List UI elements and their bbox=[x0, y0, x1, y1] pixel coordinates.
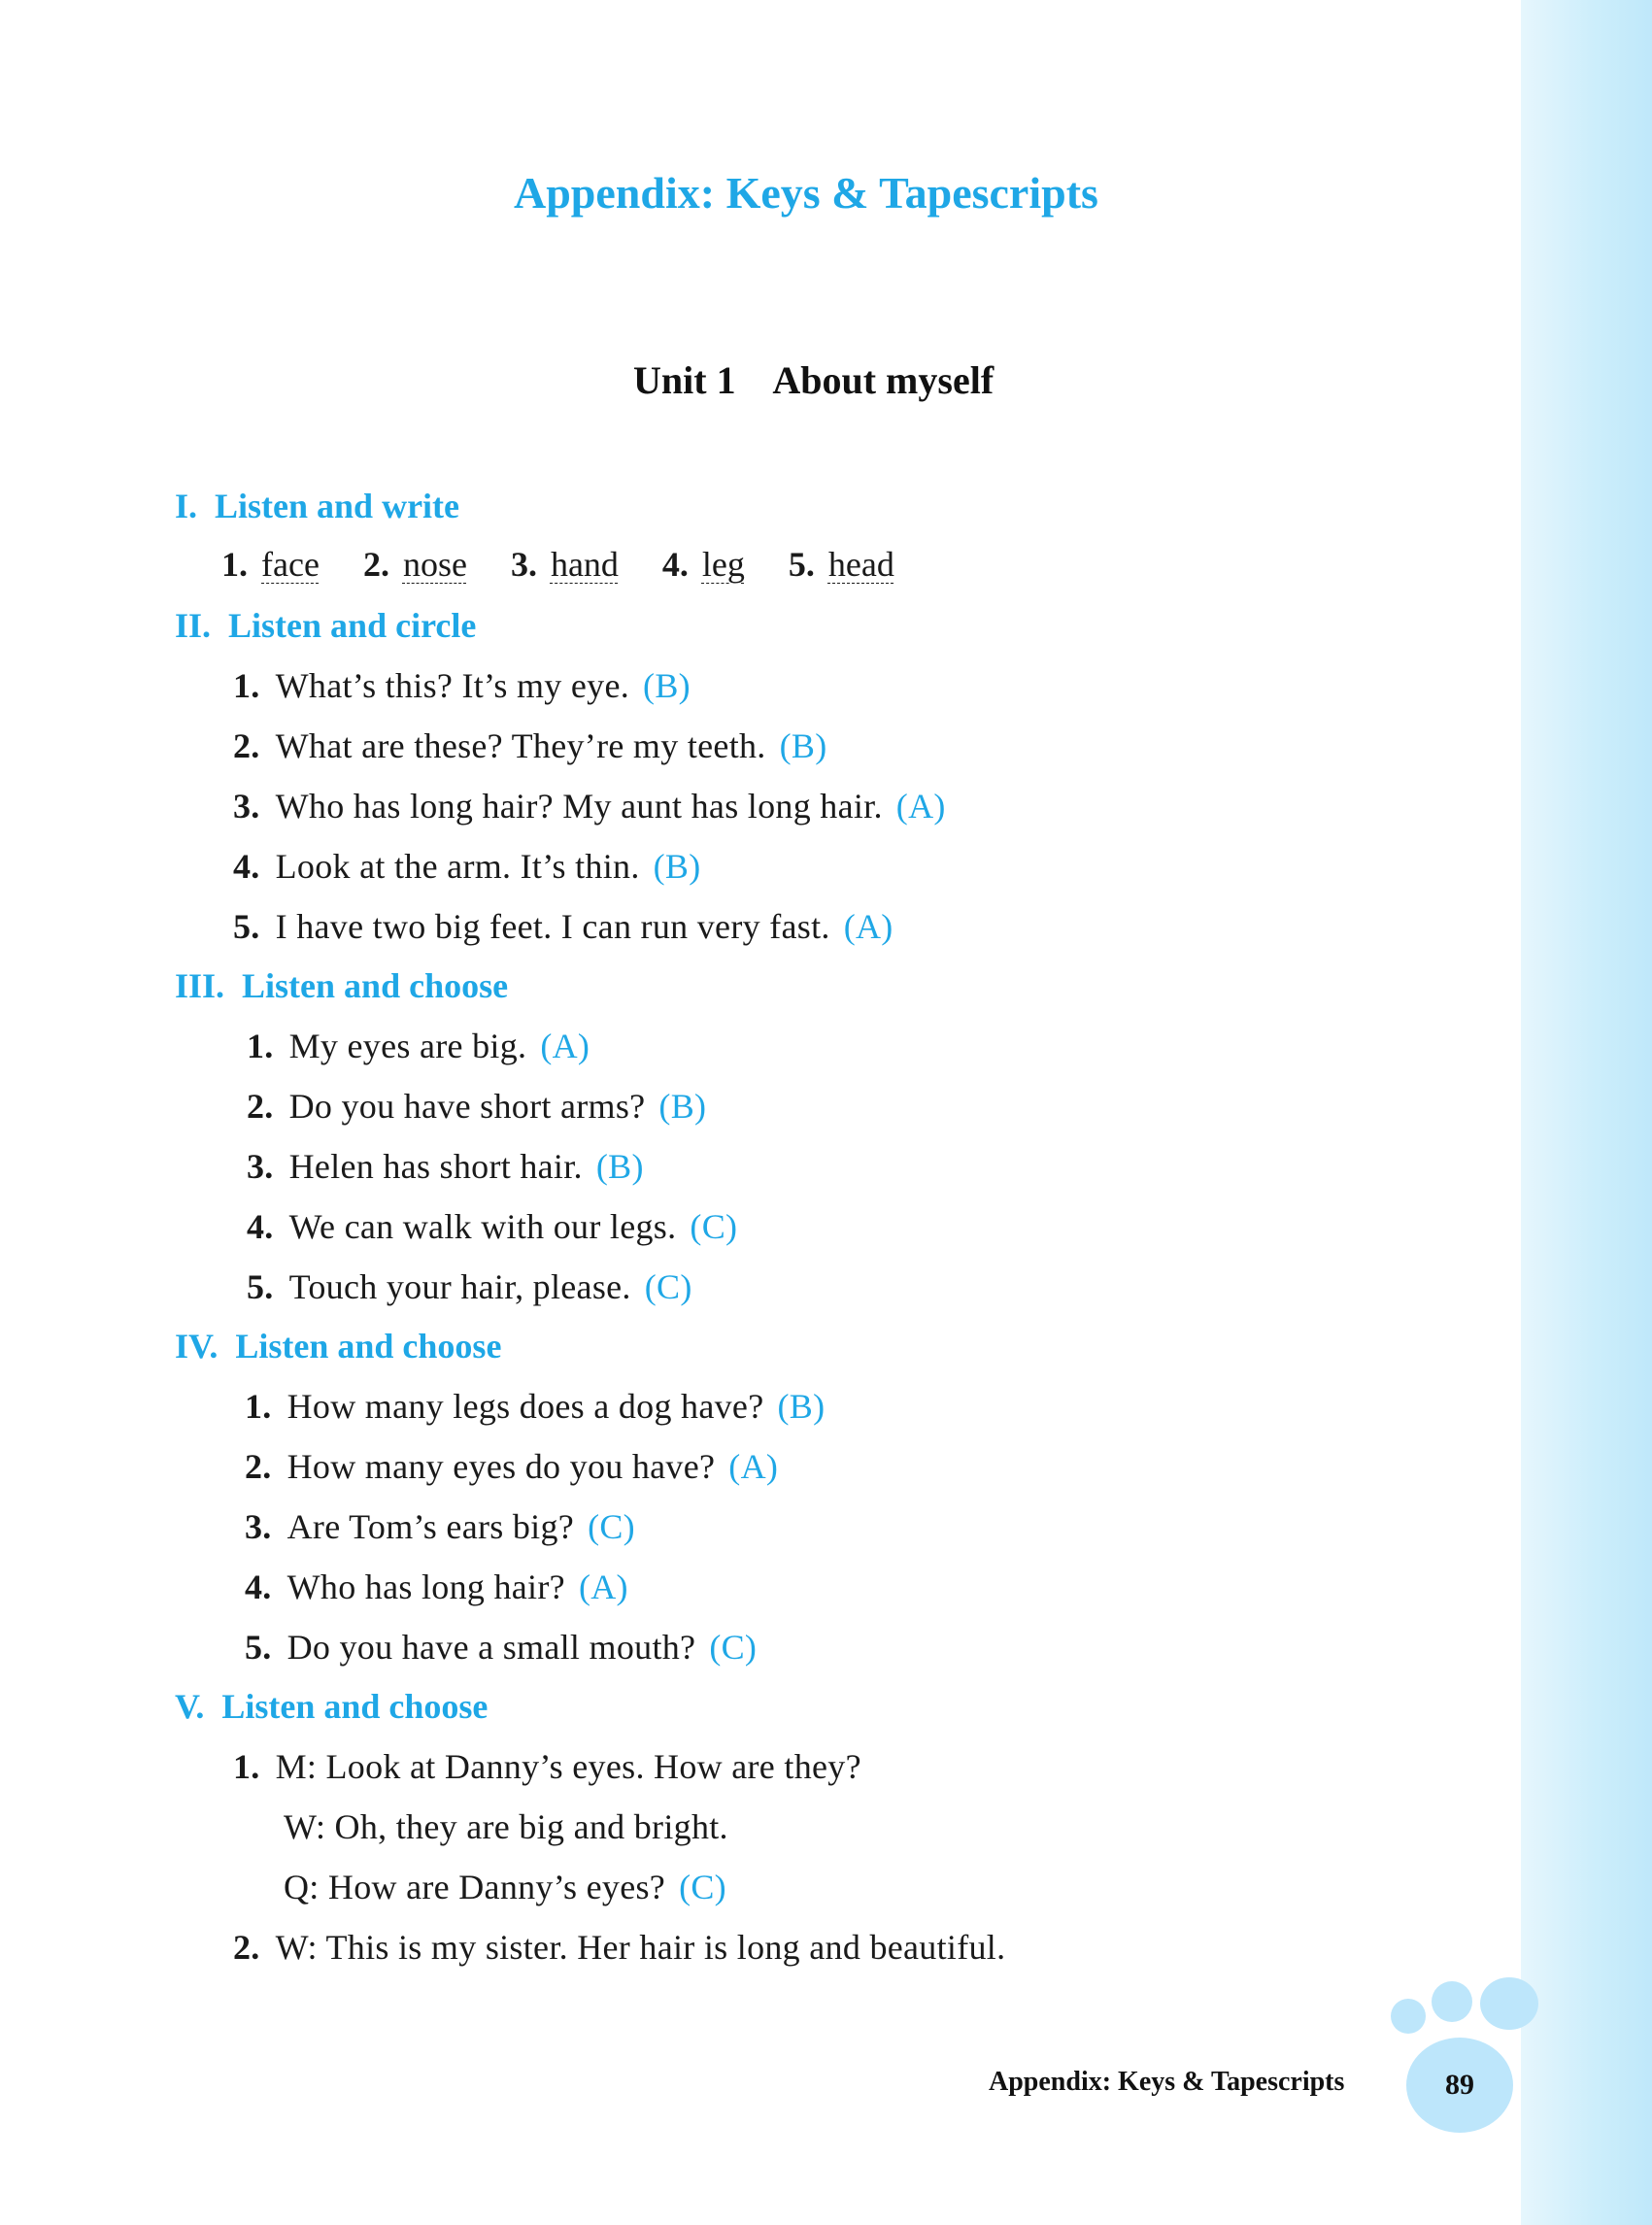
item-text: W: This is my sister. Her hair is long and beautiful. bbox=[275, 1928, 1006, 1967]
section-title: Listen and choose bbox=[242, 966, 509, 1005]
item-number: 4. bbox=[245, 1568, 272, 1606]
item-answer: (C) bbox=[588, 1507, 635, 1546]
item-answer: (A) bbox=[843, 907, 893, 946]
item-answer: (B) bbox=[595, 1147, 644, 1186]
section-title: Listen and circle bbox=[228, 606, 477, 645]
item-number: 5. bbox=[247, 1267, 274, 1306]
item-number: 1. bbox=[233, 1747, 260, 1786]
list-item bbox=[247, 1086, 706, 1127]
item-text: What are these? They’re my teeth. bbox=[275, 726, 766, 765]
item-number: 3. bbox=[247, 1147, 274, 1186]
item-answer: (B) bbox=[779, 726, 827, 765]
dialogue-line bbox=[233, 1927, 1005, 1968]
list-item bbox=[245, 1386, 825, 1427]
item-text: We can walk with our legs. bbox=[288, 1207, 677, 1246]
running-footer: Appendix: Keys & Tapescripts bbox=[989, 2067, 1345, 2097]
item-text: I have two big feet. I can run very fast. bbox=[275, 907, 830, 946]
item-number: 1. bbox=[245, 1387, 272, 1426]
answer-word: nose bbox=[402, 545, 467, 584]
item-answer: (B) bbox=[643, 666, 691, 705]
item-answer: (C) bbox=[690, 1207, 738, 1246]
list-item bbox=[247, 1266, 692, 1307]
section-number: IV. bbox=[175, 1327, 219, 1365]
word-item bbox=[363, 544, 467, 585]
section-title: Listen and choose bbox=[235, 1327, 502, 1365]
list-item bbox=[245, 1567, 628, 1607]
item-number: 5. bbox=[233, 907, 260, 946]
item-number: 3. bbox=[510, 545, 537, 584]
item-number: 4. bbox=[233, 847, 260, 886]
dialogue-line bbox=[284, 1867, 726, 1907]
item-answer: (B) bbox=[658, 1087, 707, 1126]
list-item bbox=[233, 725, 827, 766]
paw-toe-icon bbox=[1391, 1999, 1426, 2034]
item-answer: (B) bbox=[777, 1387, 826, 1426]
answer-word: leg bbox=[701, 545, 745, 584]
paw-toe-icon bbox=[1480, 1977, 1538, 2030]
item-text: Are Tom’s ears big? bbox=[287, 1507, 575, 1546]
item-answer: (A) bbox=[578, 1568, 628, 1606]
item-text: Do you have a small mouth? bbox=[287, 1628, 696, 1667]
item-answer: (B) bbox=[653, 847, 701, 886]
section-heading-5 bbox=[175, 1686, 488, 1727]
item-number: 3. bbox=[245, 1507, 272, 1546]
item-number: 1. bbox=[247, 1027, 274, 1065]
list-item bbox=[233, 665, 691, 706]
item-answer: (A) bbox=[728, 1447, 779, 1486]
list-item bbox=[233, 846, 701, 887]
item-text: Touch your hair, please. bbox=[288, 1267, 631, 1306]
item-number: 4. bbox=[247, 1207, 274, 1246]
word-item bbox=[662, 544, 745, 585]
dialogue-line bbox=[233, 1746, 861, 1787]
page-number-badge bbox=[1406, 2038, 1513, 2133]
word-answer-list bbox=[221, 544, 929, 585]
item-answer: (C) bbox=[679, 1868, 726, 1906]
side-decoration-strip bbox=[1521, 0, 1652, 2225]
item-answer: (C) bbox=[709, 1628, 758, 1667]
paw-toe-icon bbox=[1432, 1981, 1472, 2022]
item-text: Helen has short hair. bbox=[288, 1147, 583, 1186]
section-number: II. bbox=[175, 606, 212, 645]
page-number: 89 bbox=[1445, 2069, 1474, 2101]
item-text: Who has long hair? bbox=[287, 1568, 565, 1606]
list-item bbox=[245, 1627, 757, 1668]
list-item bbox=[247, 1206, 737, 1247]
section-number: I. bbox=[175, 487, 198, 525]
item-text: M: Look at Danny’s eyes. How are they? bbox=[275, 1747, 861, 1786]
item-text: How many legs does a dog have? bbox=[287, 1387, 764, 1426]
item-number: 2. bbox=[247, 1087, 274, 1126]
word-item bbox=[511, 544, 619, 585]
list-item bbox=[247, 1146, 644, 1187]
unit-title: Unit 1 About myself bbox=[633, 358, 995, 402]
section-number: V. bbox=[175, 1687, 205, 1726]
item-number: 2. bbox=[245, 1447, 272, 1486]
section-heading-1 bbox=[175, 486, 459, 526]
item-text: Look at the arm. It’s thin. bbox=[275, 847, 640, 886]
item-text: W: Oh, they are big and bright. bbox=[284, 1807, 728, 1846]
item-text: What’s this? It’s my eye. bbox=[275, 666, 630, 705]
list-item bbox=[245, 1446, 778, 1487]
item-text: My eyes are big. bbox=[288, 1027, 527, 1065]
section-title: Listen and choose bbox=[221, 1687, 489, 1726]
section-heading-2 bbox=[175, 605, 476, 646]
page-title: Appendix: Keys & Tapescripts bbox=[514, 168, 1098, 218]
item-number: 2. bbox=[233, 726, 260, 765]
word-item bbox=[789, 544, 894, 585]
item-number: 5. bbox=[245, 1628, 272, 1667]
item-number: 5. bbox=[788, 545, 815, 584]
item-number: 1. bbox=[233, 666, 260, 705]
item-text: Do you have short arms? bbox=[288, 1087, 646, 1126]
dialogue-line bbox=[284, 1806, 728, 1847]
section-heading-3 bbox=[175, 965, 508, 1006]
section-number: III. bbox=[175, 966, 225, 1005]
word-item bbox=[221, 544, 320, 585]
item-answer: (A) bbox=[895, 787, 946, 826]
section-title: Listen and write bbox=[215, 487, 460, 525]
item-number: 4. bbox=[661, 545, 689, 584]
answer-word: hand bbox=[550, 545, 619, 584]
answer-word: head bbox=[827, 545, 894, 584]
list-item bbox=[233, 906, 893, 947]
item-text: How many eyes do you have? bbox=[287, 1447, 716, 1486]
answer-word: face bbox=[261, 545, 320, 584]
section-heading-4 bbox=[175, 1326, 501, 1366]
item-answer: (C) bbox=[644, 1267, 692, 1306]
item-number: 2. bbox=[233, 1928, 260, 1967]
item-number: 1. bbox=[221, 545, 248, 584]
item-text: Q: How are Danny’s eyes? bbox=[284, 1868, 666, 1906]
item-text: Who has long hair? My aunt has long hair. bbox=[275, 787, 883, 826]
item-answer: (A) bbox=[540, 1027, 590, 1065]
list-item bbox=[233, 786, 946, 826]
item-number: 2. bbox=[362, 545, 389, 584]
list-item bbox=[245, 1506, 635, 1547]
item-number: 3. bbox=[233, 787, 260, 826]
list-item bbox=[247, 1026, 590, 1066]
